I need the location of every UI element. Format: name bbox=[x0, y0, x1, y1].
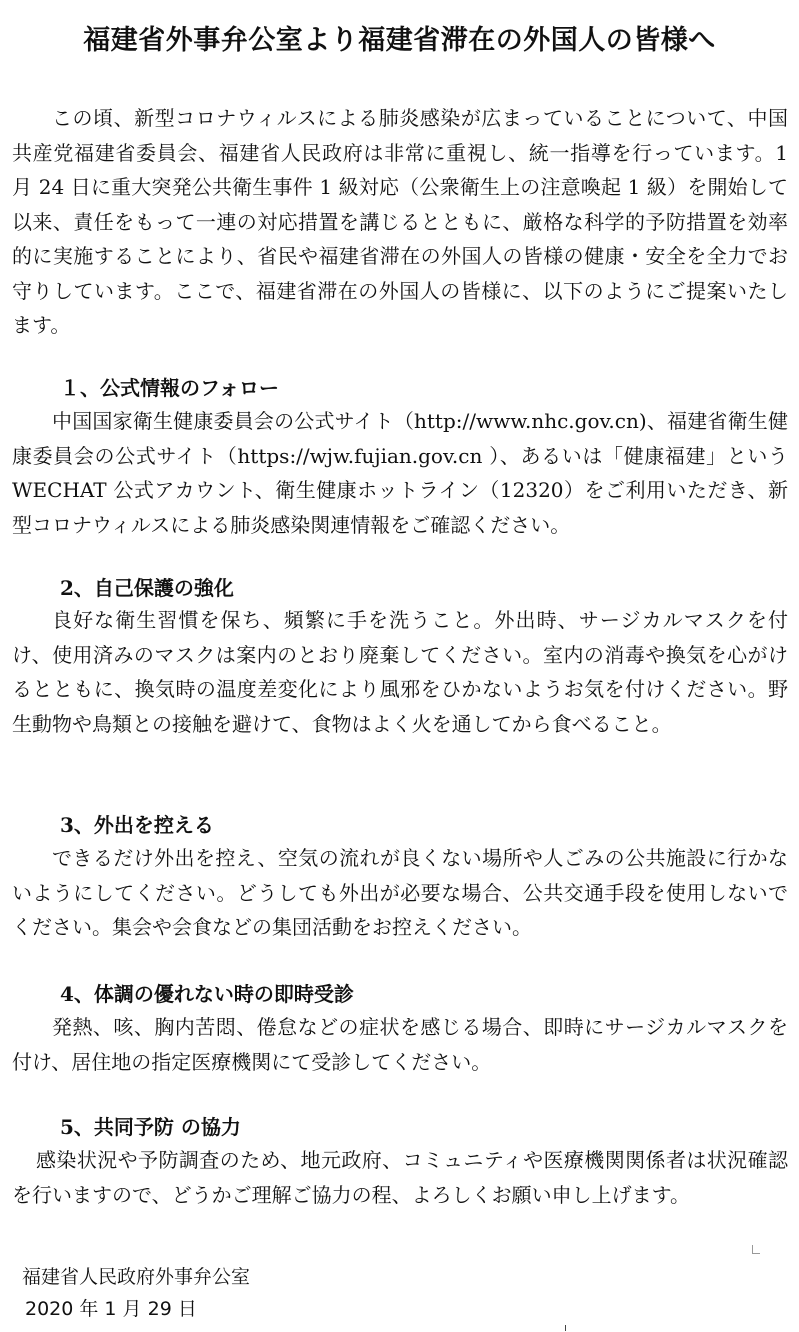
intro-paragraph: この頃、新型コロナウィルスによる肺炎感染が広まっていることについて、中国共産党福建省委員会、福建省人民政府は非常に重視し、統一指導を行っています。1 月 24 日に重大突発公共衛生事件 1 級対応（公衆衛生上の注意喚起 1 級）を開始して以来、責任をもって一連の対応措置を講じるとともに、厳格な科学的予防措置を効率的に実施することにより、省民や福建省滞在の外国人の皆様の健康・安全を全力でお守りしています。ここで、福建省滞在の外国人の皆様に、以下のようにご提案いたします。 bbox=[12, 106, 788, 337]
section-4-heading: 4、体調の優れない時の即時受診 bbox=[60, 982, 354, 1006]
document-title: 福建省外事弁公室より福建省滞在の外国人の皆様へ bbox=[83, 25, 716, 56]
section-5-heading: 5、共同予防 の協力 bbox=[60, 1115, 241, 1139]
issue-date: 2020 年 1 月 29 日 bbox=[25, 1298, 197, 1320]
issuer-name: 福建省人民政府外事弁公室 bbox=[22, 1266, 251, 1288]
section-1-heading: １、公式情報のフォロー bbox=[60, 376, 279, 400]
cursor-mark bbox=[565, 1325, 566, 1331]
paragraph-mark bbox=[752, 1245, 760, 1254]
section-4-body: 発熱、咳、胸内苦悶、倦怠などの症状を感じる場合、即時にサージカルマスクを付け、居住地の指定医療機関にて受診してください。 bbox=[12, 1015, 788, 1074]
section-1-body: 中国国家衛生健康委員会の公式サイト（http://www.nhc.gov.cn)、福建省衛生健康委員会の公式サイト（https://wjw.fujian.gov.cn ）、あるいは「健康福建」という WECHAT 公式アカウント、衛生健康ホットライン（12320）をご利用いただき、新型コロナウィルスによる肺炎感染関連情報をご確認ください。 bbox=[12, 409, 788, 537]
section-5-body: 感染状況や予防調査のため、地元政府、コミュニティや医療機関関係者は状況確認を行いますので、どうかご理解ご協力の程、よろしくお願い申し上げます。 bbox=[12, 1148, 788, 1207]
section-3-body: できるだけ外出を控え、空気の流れが良くない場所や人ごみの公共施設に行かないようにしてください。どうしても外出が必要な場合、公共交通手段を使用しないでください。集会や会食などの集団活動をお控えください。 bbox=[12, 846, 788, 939]
section-2-body: 良好な衛生習慣を保ち、頻繁に手を洗うこと。外出時、サージカルマスクを付け、使用済みのマスクは案内のとおり廃棄してください。室内の消毒や換気を心がけるとともに、換気時の温度差変化により風邪をひかないようお気を付けください。野生動物や鳥類との接触を避けて、食物はよく火を通してから食べること。 bbox=[12, 608, 788, 736]
section-2-heading: 2、自己保護の強化 bbox=[60, 576, 234, 600]
section-3-heading: 3、外出を控える bbox=[60, 813, 214, 837]
